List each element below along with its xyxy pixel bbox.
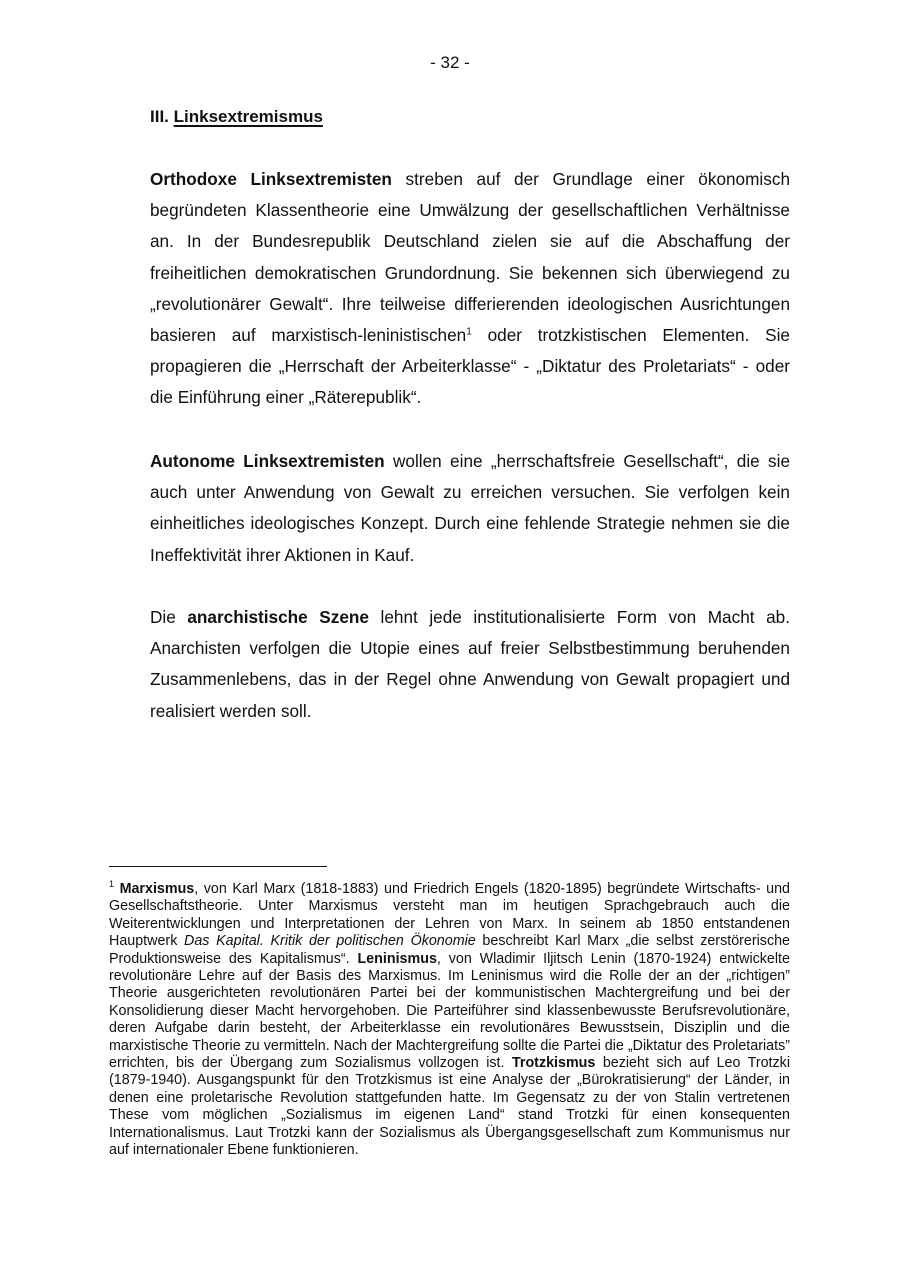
footnote-marker: 1 (109, 879, 115, 890)
footnote-book-title: Das Kapital. Kritik der politischen Ökonomie (184, 933, 476, 950)
paragraph-text: oder trotzkistischen Elementen. Sie propagieren die „Herrschaft der Arbeiterklasse“ - „Diktatur des Proletariats“ - oder die Einführung einer „Räterepublik“. (150, 325, 790, 408)
paragraph-text: streben auf der Grundlage einer ökonomisch begründeten Klassentheorie eine Umwälzung der gesellschaftlichen Verhältnisse an. In der Bundesrepublik Deutschland zielen sie auf die Abschaffung der freiheitlichen demokratischen Grundordnung. Sie bekennen sich überwiegend zu „revolutionärer Gewalt“. Ihre teilweise differierenden ideologischen Ausrichtungen basieren auf marxistisch-leninistischen (150, 169, 790, 346)
footnote-1 (109, 881, 790, 1160)
footnote-separator-rule (109, 866, 327, 867)
page-number: - 32 - (430, 53, 470, 72)
paragraph-autonomous-left-extremists (150, 446, 790, 571)
bold-term: anarchistische Szene (187, 607, 369, 627)
footnote-reference[interactable]: 1 (466, 326, 472, 338)
footnote-term-trotzkismus: Trotzkismus (511, 1055, 596, 1072)
footnote-term-leninismus: Leninismus (357, 950, 437, 967)
footnote-text: beschreibt Karl Marx „die selbst zerstörerische Produktionsweise des Kapitalismus“. (109, 933, 790, 967)
footnote-term-marxismus: Marxismus (119, 881, 195, 897)
section-title: Linksextremismus (173, 107, 323, 126)
paragraph-text: lehnt jede institutionalisierte Form von Macht ab. Anarchisten verfolgen die Utopie eines auf freier Selbstbestimmung beruhenden Zusammenlebens, das in der Regel ohne Anwendung von Gewalt propagiert und realisiert werden soll. (150, 607, 790, 721)
paragraph-anarchist-scene (150, 602, 790, 727)
paragraph-text: wollen eine „herrschaftsfreie Gesellschaft“, die sie auch unter Anwendung von Gewalt zu erreichen versuchen. Sie verfolgen kein einheitliches ideologisches Konzept. Durch eine fehlende Strategie nehmen sie die Ineffektivität ihrer Aktionen in Kauf. (150, 451, 791, 565)
section-numeral: III. (150, 107, 169, 126)
section-heading (150, 106, 323, 128)
bold-term: Orthodoxe Linksextremisten (150, 169, 392, 189)
footnote-text: , von Karl Marx (1818-1883) und Friedrich Engels (1820-1895) begründete Wirtschafts- und Gesellschaftstheorie. Unter Marxismus versteht man im heutigen Sprachgebrauch auch die Weiterentwicklungen und Interpretationen der Lehren von Marx. In seinem ab 1850 entstandenen Hauptwerk (109, 881, 790, 950)
footnote-text: bezieht sich auf Leo Trotzki (1879-1940). Ausgangspunkt für den Trotzkismus ist eine Analyse der „Bürokratisierung“ der Länder, in denen eine proletarische Revolution stattgefunden hatte. Im Gegensatz zu der von Stalin vertretenen These vom möglichen „Sozialismus im eigenen Land“ stand Trotzki für einen konsequenten Internationalismus. Laut Trotzki kann der Sozialismus als Übergangsgesellschaft zum Kommunismus nur auf internationaler Ebene funktionieren. (109, 1055, 790, 1159)
paragraph-orthodox-left-extremists (150, 164, 790, 414)
paragraph-text: Die (150, 607, 188, 627)
bold-term: Autonome Linksextremisten (150, 451, 385, 471)
footnote-text: , von Wladimir Iljitsch Lenin (1870-1924) entwickelte revolutionäre Lehre auf der Basis des Marxismus. Im Leninismus wird die Rolle der an der „richtigen” Theorie ausgerichteten revolutionären Partei bei der kommunistischen Machtergreifung und bei der Konsolidierung dieser Macht hervorgehoben. Die Parteiführer sind klassenbewusste Berufsrevolutionäre, deren Aufgabe darin besteht, der Arbeiterklasse ein revolutionäres Bewusstsein, Disziplin und die marxistische Theorie zu vermitteln. Nach der Machtergreifung sollte die Partei die „Diktatur des Proletariats” errichten, bis der Übergang zum Sozialismus vollzogen ist. (109, 950, 790, 1072)
